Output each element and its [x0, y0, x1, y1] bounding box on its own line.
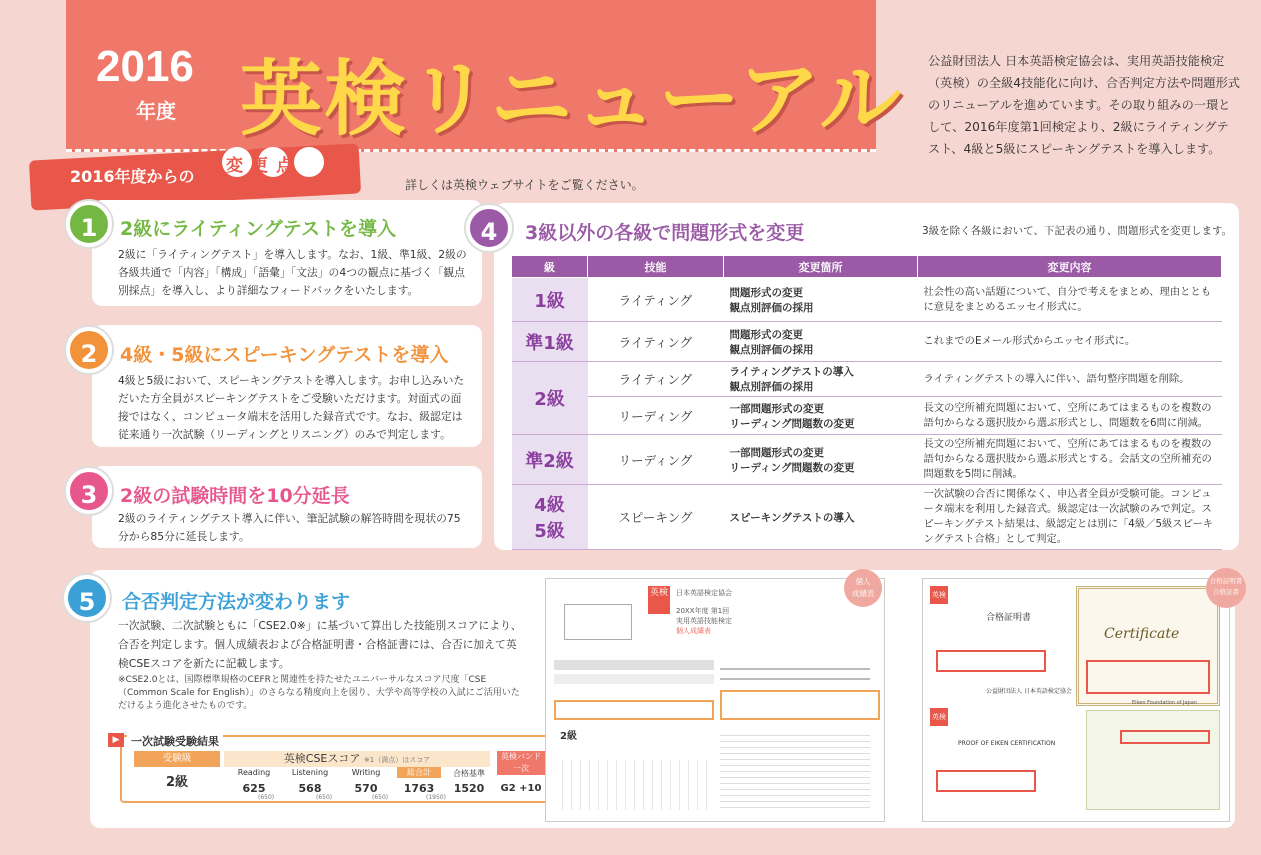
- play-icon: ▶: [108, 733, 124, 747]
- cert-highlight: [936, 770, 1036, 792]
- section-5-badge: 5: [64, 575, 110, 621]
- section-5-body: 一次試験、二次試験ともに「CSE2.0※」に基づいて算出した技能別スコアにより、合否を判定します。個人成績表および合格証明書・合格証書には、合否に加えて英検CSEスコアを新たに記載します。: [118, 619, 522, 670]
- val-pass: 1520: [453, 782, 485, 795]
- desc-cell: 一次試験の合否に関係なく、申込者全員が受験可能。コンピュータ端末を利用した録音式。級認定は一次試験のみで判定。スピーキングテスト結果は、級認定とは別に「4級／5級スピーキングテスト合格」として判定。: [918, 485, 1222, 550]
- skill-cell: ライティング: [588, 322, 724, 362]
- max-listening: (650): [316, 794, 333, 801]
- cert-highlight: [1120, 730, 1210, 744]
- table-row: [512, 397, 1222, 435]
- score-box-label: 一次試験受験結果: [127, 733, 223, 749]
- section-2-body: 4級と5級において、スピーキングテストを導入します。お申し込みいただいた方全員がスピーキングテストをご受験いただけます。対面式の面接ではなく、コンピュータ端末を活用した録音式です。なお、級認定は従来通り一次試験（リーディングとリスニング）のみで判定します。: [118, 374, 465, 441]
- section-3-title: 2級の試験時間を10分延長: [120, 485, 350, 507]
- grade-cell: 2級: [512, 362, 588, 435]
- cert-proof: PROOF OF EIKEN CERTIFICATION: [958, 740, 1056, 747]
- header-part: 変更箇所: [724, 256, 918, 278]
- section-4-note: 3級を除く各級において、下記表の通り、問題形式を変更します。: [922, 225, 1233, 237]
- section-1-body: 2級に「ライティングテスト」を導入します。なお、1級、準1級、2級の各級共通で「内容」「構成」「語彙」「文法」の4つの観点に基づく「観点別採点」を導入し、より詳細なフィードバックをいたします。: [118, 248, 467, 297]
- skill-cell: リーディング: [588, 397, 724, 435]
- cert-highlight: [1086, 660, 1210, 694]
- grade-cell: 準1級: [512, 322, 588, 362]
- table-row: [512, 362, 1222, 397]
- band-value: G2 +10: [500, 783, 542, 794]
- page-title: 英検リニューアル: [240, 52, 903, 147]
- table-row: [512, 435, 1222, 485]
- report-row: [554, 674, 714, 684]
- grade-cell: 1級: [512, 278, 588, 322]
- part-cell: 問題形式の変更 観点別評価の採用: [724, 278, 918, 322]
- max-total: (1950): [426, 794, 446, 801]
- intro-text: 公益財団法人 日本英語検定協会は、実用英語技能検定（英検）の全級4技能化に向け、合否判定方法や問題形式のリニューアルを進めています。その取り組みの一環として、2016年度第1回検定より、2級にライティングテスト、4級と5級にスピーキングテストを導入します。: [928, 54, 1240, 156]
- cse-header-note: ※1（満点）はスコア: [363, 756, 431, 764]
- part-cell: 問題形式の変更 観点別評価の採用: [724, 322, 918, 362]
- desc-cell: ライティングテストの導入に伴い、語句整序問題を削除。: [918, 362, 1222, 397]
- part-cell: スピーキングテストの導入: [724, 485, 918, 550]
- changes-table: [511, 255, 1222, 550]
- col-writing: Writing: [351, 768, 381, 777]
- report-highlight: [554, 700, 714, 720]
- band-header: 英検バンド 一次: [497, 751, 545, 775]
- section-5-footnote: ※CSE2.0とは、国際標準規格のCEFRと関連性を持たせたユニバーサルなスコア尺度「CSE（Common Scale for English）」のさらなる精度向上を図り、大学や高等学校の入試にご活用いただけるよう進化させたものです。: [118, 675, 520, 711]
- report-header: 20XX年度 第1回: [676, 607, 730, 615]
- cert-org-jp: 公益財団法人 日本英語検定協会: [986, 688, 1072, 695]
- val-listening: 568: [298, 782, 322, 795]
- section-1-title: 2級にライティングテストを導入: [120, 218, 396, 240]
- section-3-badge: 3: [66, 468, 112, 514]
- report-grid: [554, 760, 714, 810]
- skill-cell: スピーキング: [588, 485, 724, 550]
- address-window: [564, 604, 632, 640]
- col-listening: Listening: [291, 768, 329, 777]
- cert-brand: 英検: [930, 708, 948, 726]
- certificate-tag: 合格証明書 合格証書: [1206, 568, 1246, 608]
- header-skill: 技能: [588, 256, 724, 278]
- section-3-body: 2級のライティングテスト導入に伴い、筆記試験の解答時間を現状の75分から85分に延長します。: [118, 512, 461, 543]
- report-text-block: [720, 730, 870, 810]
- grade-cell: 準2級: [512, 435, 588, 485]
- grade-cell: 4級 5級: [512, 485, 588, 550]
- val-total: 1763: [403, 782, 435, 795]
- desc-cell: 長文の空所補充問題において、空所にあてはまるものを複数の語句からなる選択肢から選ぶ形式とし、問題数を6問に削減。: [918, 397, 1222, 435]
- year-suffix: 年度: [136, 99, 176, 123]
- val-writing: 570: [354, 782, 378, 795]
- table-row: [512, 485, 1222, 550]
- grade-value: 2級: [165, 775, 189, 790]
- report-row: [554, 660, 714, 670]
- section-4-title: 3級以外の各級で問題形式を変更: [525, 222, 805, 244]
- desc-cell: 長文の空所補充問題において、空所にあてはまるものを複数の語句からなる選択肢から選ぶ形式とする。会話文の空所補充の問題数を5問に削減。: [918, 435, 1222, 485]
- max-reading: (650): [258, 794, 275, 801]
- ribbon-emphasis: 変更点: [226, 156, 301, 176]
- section-4-badge: 4: [466, 205, 512, 251]
- report-grade-mark: 2級: [560, 731, 577, 742]
- report-subtitle2: 個人成績表: [676, 627, 711, 635]
- skill-cell: ライティング: [588, 362, 724, 397]
- report-tag: 個人 成績表: [844, 569, 882, 607]
- part-cell: ライティングテストの導入 観点別評価の採用: [724, 362, 918, 397]
- cert-org: Eiken Foundation of Japan: [1132, 700, 1197, 706]
- cse-header-label: 英検CSEスコア: [283, 752, 361, 765]
- part-cell: 一部問題形式の変更 リーディング問題数の変更: [724, 397, 918, 435]
- ribbon-text: 2016年度からの: [70, 167, 195, 186]
- col-total: 総合計: [397, 767, 441, 778]
- skill-cell: ライティング: [588, 278, 724, 322]
- header-grade: 級: [512, 256, 588, 278]
- report-line: [720, 668, 870, 670]
- section-5-title: 合否判定方法が変わります: [122, 591, 351, 613]
- report-highlight: [720, 690, 880, 720]
- table-row: [512, 278, 1222, 322]
- cert-highlight: [936, 650, 1046, 672]
- max-writing: (650): [372, 794, 389, 801]
- col-reading: Reading: [237, 768, 271, 777]
- skill-cell: リーディング: [588, 435, 724, 485]
- cert-jp-title: 合格証明書: [986, 613, 1032, 623]
- report-org: 日本英語検定協会: [676, 589, 732, 597]
- details-note: 詳しくは英検ウェブサイトをご覧ください。: [405, 178, 644, 192]
- report-brand: 英検: [648, 586, 670, 614]
- val-reading: 625: [242, 782, 266, 795]
- report-line: [720, 678, 870, 680]
- cse-header: [224, 751, 490, 767]
- desc-cell: これまでのEメール形式からエッセイ形式に。: [918, 322, 1222, 362]
- section-2-title: 4級・5級にスピーキングテストを導入: [120, 344, 449, 366]
- desc-cell: 社会性の高い話題について、自分で考えをまとめ、理由とともに意見をまとめるエッセイ形式に。: [918, 278, 1222, 322]
- cert-title: Certificate: [1104, 626, 1180, 642]
- grade-header: 受験級: [134, 751, 220, 767]
- cert-back: [1086, 710, 1220, 810]
- year-number: 2016: [96, 42, 194, 91]
- section-1-badge: 1: [66, 201, 112, 247]
- section-2-badge: 2: [66, 327, 112, 373]
- cert-brand: 英検: [930, 586, 948, 604]
- table-row: [512, 322, 1222, 362]
- report-subtitle1: 実用英語技能検定: [676, 617, 732, 625]
- header-desc: 変更内容: [918, 256, 1222, 278]
- part-cell: 一部問題形式の変更 リーディング問題数の変更: [724, 435, 918, 485]
- col-pass: 合格基準: [453, 769, 485, 778]
